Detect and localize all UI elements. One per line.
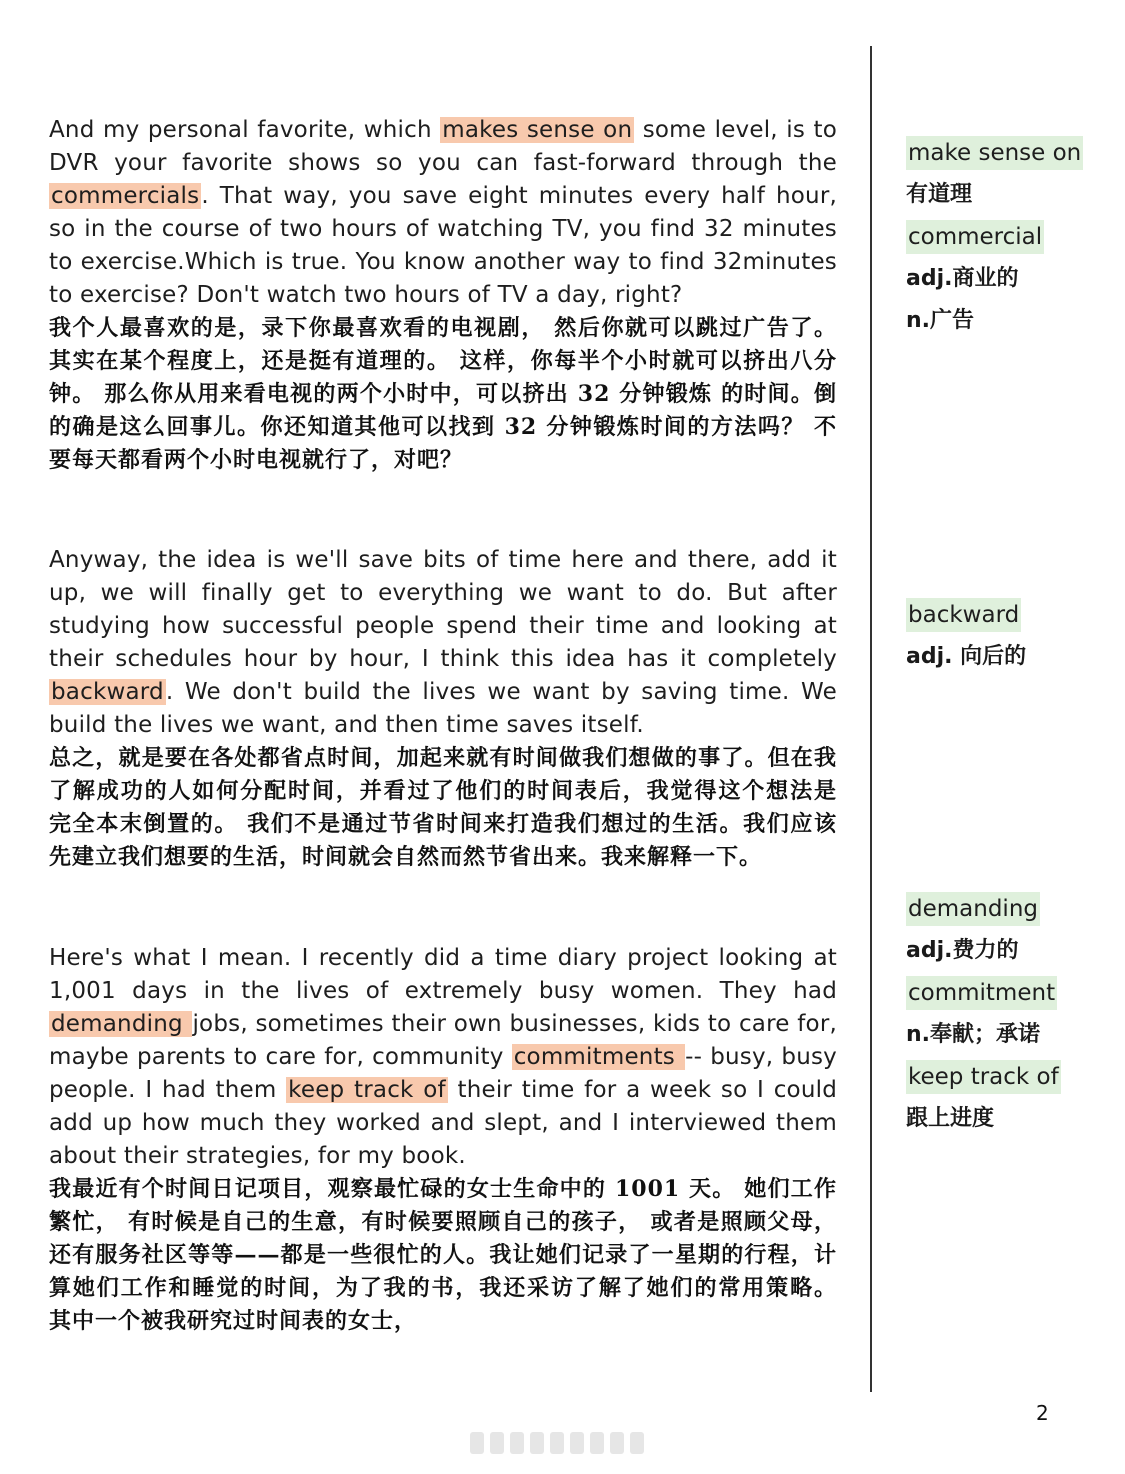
text-span: some level, is to DVR your favorite shows so you can fast-forward through the bbox=[49, 117, 838, 176]
watermark-block bbox=[550, 1432, 564, 1454]
vocab-definition: adj.商业的 bbox=[906, 266, 1019, 291]
vocab-term: demanding bbox=[906, 892, 1040, 926]
watermark-block bbox=[590, 1432, 604, 1454]
watermark-block bbox=[610, 1432, 624, 1454]
vocab-definition: n.广告 bbox=[906, 308, 975, 333]
highlight-demanding: demanding bbox=[51, 1011, 191, 1037]
paragraph-3-english bbox=[49, 942, 837, 1173]
vocab-group-3 bbox=[906, 892, 1106, 1144]
paragraph-2-chinese: 总之，就是要在各处都省点时间，加起来就有时间做我们想做的事了。但在我了解成功的人如何分配时间，并看过了他们的时间表后，我觉得这个想法是 完全本末倒置的。 我们不是通过节省时间来打造我们想过的生活。我们应该先建立我们想要的生活，时间就会自然而然节省出来。我来解释一下。 bbox=[49, 745, 837, 870]
text-span: jobs, sometimes their own businesses, kids to care for, maybe parents to care for, community bbox=[49, 1011, 837, 1070]
paragraph-3 bbox=[49, 942, 837, 1338]
watermark-block bbox=[470, 1432, 484, 1454]
paragraph-1-english bbox=[49, 114, 837, 312]
page-number: 2 bbox=[1036, 1401, 1049, 1425]
text-span: . We don't build the lives we want by saving time. We build the lives we want, and then time saves itself. bbox=[49, 679, 837, 738]
vocab-term: backward bbox=[906, 598, 1021, 632]
vocab-definition: 有道理 bbox=[906, 182, 973, 207]
text-span: -- busy, busy people. I had them bbox=[49, 1044, 837, 1103]
watermark-block bbox=[510, 1432, 524, 1454]
paragraph-3-chinese: 我最近有个时间日记项目，观察最忙碌的女士生命中的 1001 天。 她们工作繁忙， 有时候是自己的生意，有时候要照顾自己的孩子， 或者是照顾父母，还有服务社区等等——都是一些很忙的人。我让她们记录了一星期的行程，计算她们工作和睡觉的时间，为了我的书，我还采访了解了她们的常用策略。 其中一个被我研究过时间表的女士， bbox=[49, 1176, 837, 1334]
watermark bbox=[470, 1428, 670, 1458]
text-span: their time for a week so I could add up how much they worked and slept, and I interviewed them about their strategies, for my book. bbox=[49, 1077, 837, 1169]
watermark-block bbox=[530, 1432, 544, 1454]
text-span: Here's what I mean. I recently did a time diary project looking at 1,001 days in the lives of extremely busy women. They had bbox=[49, 945, 837, 1004]
vocab-group-2 bbox=[906, 598, 1106, 682]
watermark-block bbox=[490, 1432, 504, 1454]
highlight-commercials: commercials bbox=[51, 183, 200, 209]
watermark-block bbox=[630, 1432, 644, 1454]
vocab-group-1 bbox=[906, 136, 1106, 346]
vocab-definition: 跟上进度 bbox=[906, 1106, 995, 1131]
vocab-term: make sense on bbox=[906, 136, 1083, 170]
vocab-definition: n.奉献；承诺 bbox=[906, 1022, 1041, 1047]
vocab-definition: adj.费力的 bbox=[906, 938, 1019, 963]
paragraph-2 bbox=[49, 544, 837, 874]
vocab-term: commitment bbox=[906, 976, 1057, 1010]
text-span: Anyway, the idea is we'll save bits of time here and there, add it up, we will finally get to everything we want to do. But after studying how successful people spend their time and looking at their schedules hour by hour, I think this idea has it completely bbox=[49, 547, 837, 672]
paragraph-2-english bbox=[49, 544, 837, 742]
text-span: And my personal favorite, which bbox=[49, 117, 441, 143]
paragraph-1-chinese: 我个人最喜欢的是，录下你最喜欢看的电视剧， 然后你就可以跳过广告了。 其实在某个程度上，还是挺有道理的。 这样，你每半个小时就可以挤出八分钟。 那么你从用来看电视的两个小时中，可以挤出 32 分钟锻炼 的时间。倒的确是这么回事儿。你还知道其他可以找到 32 分钟锻炼时间的方法吗？ 不要每天都看两个小时电视就行了，对吧？ bbox=[49, 315, 837, 473]
highlight-keep-track-of: keep track of bbox=[288, 1077, 446, 1103]
watermark-block bbox=[570, 1432, 584, 1454]
paragraph-1 bbox=[49, 114, 837, 477]
text-span: . That way, you save eight minutes every half hour, so in the course of two hours of watching TV, you find 32 minutes to exercise.Which is true. You know another way to find 32minutes to exercise? Don't watch two hours of TV a day, right? bbox=[49, 183, 837, 308]
vocab-term: commercial bbox=[906, 220, 1044, 254]
vocab-definition: adj. 向后的 bbox=[906, 644, 1027, 669]
highlight-make-sense-on: makes sense on bbox=[442, 117, 633, 143]
column-divider bbox=[870, 46, 872, 1392]
highlight-commitments: commitments bbox=[513, 1044, 684, 1070]
vocab-term: keep track of bbox=[906, 1060, 1061, 1094]
highlight-backward: backward bbox=[51, 679, 164, 705]
